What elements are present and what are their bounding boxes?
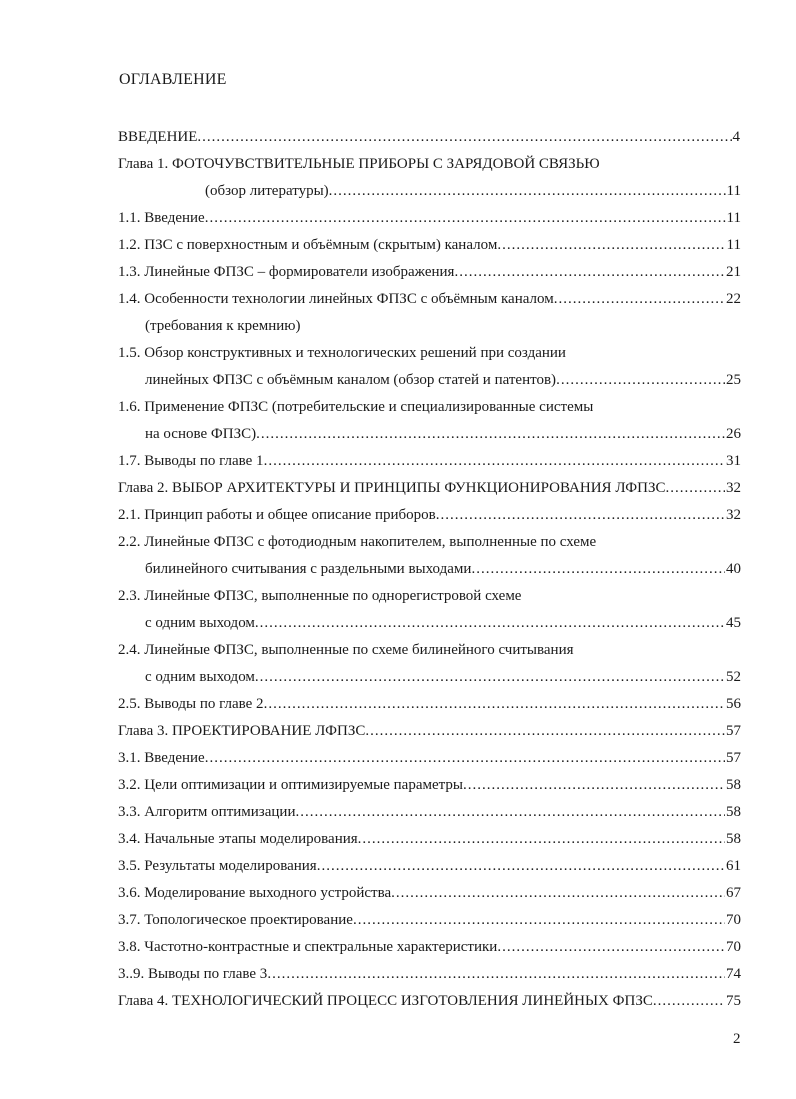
toc-entry-title: 3..9. Выводы по главе 3: [118, 966, 268, 982]
toc-entry-page: 26: [726, 426, 741, 442]
toc-entry-title: 3.4. Начальные этапы моделирования: [118, 831, 358, 847]
toc-entry: [118, 721, 741, 741]
toc-entry-title: с одним выходом: [145, 615, 255, 631]
toc-entry: [118, 802, 741, 822]
toc-entry-page: 40: [726, 561, 741, 577]
toc-entry-title: 1.4. Особенности технологии линейных ФПЗС с объёмным каналом: [118, 291, 554, 307]
toc-entry: [118, 640, 574, 660]
toc-entry: [118, 289, 741, 309]
toc-leader-dots: [264, 694, 725, 714]
toc-entry-title: 1.5. Обзор конструктивных и технологических решений при создании: [118, 345, 566, 361]
toc-entry-page: 67: [726, 885, 741, 901]
toc-entry-page: 21: [726, 264, 741, 280]
toc-entry: [118, 397, 593, 417]
toc-leader-dots: [556, 370, 725, 390]
toc-entry-page: 58: [726, 777, 741, 793]
toc-entry: [145, 424, 741, 444]
toc-entry-title: на основе ФПЗС): [145, 426, 257, 442]
toc-leader-dots: [497, 937, 725, 957]
toc-entry-page: 58: [726, 831, 741, 847]
toc-entry: [118, 262, 741, 282]
toc-entry-page: 57: [726, 750, 741, 766]
toc-entry: [205, 181, 741, 201]
toc-entry-page: 31: [726, 453, 741, 469]
toc-entry-page: 32: [726, 480, 741, 496]
toc-entry-page: 4: [732, 129, 740, 145]
toc-entry-page: 56: [726, 696, 741, 712]
toc-leader-dots: [295, 802, 725, 822]
toc-entry-page: 74: [726, 966, 741, 982]
toc-entry: [145, 613, 741, 633]
toc-leader-dots: [353, 910, 725, 930]
toc-entry-title: Глава 2. ВЫБОР АРХИТЕКТУРЫ И ПРИНЦИПЫ ФУНКЦИОНИРОВАНИЯ ЛФПЗС: [118, 480, 666, 496]
toc-entry-page: 11: [726, 183, 741, 199]
toc-leader-dots: [436, 505, 725, 525]
toc-leader-dots: [205, 208, 726, 228]
toc-entry: [118, 343, 566, 363]
toc-entry: [118, 856, 741, 876]
toc-entry-page: 11: [726, 210, 741, 226]
toc-leader-dots: [471, 559, 725, 579]
toc-entry-title: 2.2. Линейные ФПЗС с фотодиодным накопителем, выполненные по схеме: [118, 534, 597, 550]
toc-entry-title: 2.4. Линейные ФПЗС, выполненные по схеме билинейного считывания: [118, 642, 574, 658]
toc-entry-title: 1.1. Введение: [118, 210, 205, 226]
toc-entry: [118, 829, 741, 849]
toc-entry-title: Глава 1. ФОТОЧУВСТВИТЕЛЬНЫЕ ПРИБОРЫ С ЗАРЯДОВОЙ СВЯЗЬЮ: [118, 156, 600, 172]
toc-entry-title: 3.1. Введение: [118, 750, 205, 766]
toc-leader-dots: [255, 667, 725, 687]
toc-leader-dots: [653, 991, 725, 1011]
toc-entry: [118, 532, 596, 552]
toc-entry: [118, 748, 741, 768]
toc-entry-title: 1.6. Применение ФПЗС (потребительские и специализированные системы: [118, 399, 594, 415]
toc-leader-dots: [255, 613, 725, 633]
toc-leader-dots: [264, 451, 725, 471]
toc-leader-dots: [454, 262, 725, 282]
toc-entry: [118, 154, 600, 174]
page-title: ОГЛАВЛЕНИЕ: [119, 71, 227, 88]
toc-entry: [118, 910, 741, 930]
toc-leader-dots: [197, 127, 731, 147]
toc-entry: [118, 127, 740, 147]
toc-entry-page: 32: [726, 507, 741, 523]
toc-leader-dots: [205, 748, 725, 768]
toc-entry-title: 3.8. Частотно-контрастные и спектральные характеристики: [118, 939, 498, 955]
toc-entry-title: 2.1. Принцип работы и общее описание приборов: [118, 507, 436, 523]
toc-entry-title: 3.6. Моделирование выходного устройства: [118, 885, 392, 901]
toc-entry-title: (требования к кремнию): [145, 318, 301, 334]
toc-entry-title: 1.3. Линейные ФПЗС – формирователи изображения: [118, 264, 455, 280]
toc-leader-dots: [358, 829, 725, 849]
toc-entry-page: 22: [726, 291, 741, 307]
toc-leader-dots: [329, 181, 726, 201]
toc-entry: [118, 505, 741, 525]
toc-leader-dots: [365, 721, 725, 741]
toc-leader-dots: [317, 856, 725, 876]
toc-entry-title: 1.7. Выводы по главе 1: [118, 453, 264, 469]
toc-entry: [118, 937, 741, 957]
toc-entry-title: 3.5. Результаты моделирования: [118, 858, 317, 874]
toc-entry-title: 2.3. Линейные ФПЗС, выполненные по однорегистровой схеме: [118, 588, 522, 604]
toc-entry-page: 70: [726, 912, 741, 928]
page-number: 2: [733, 1031, 741, 1047]
toc-entry-page: 57: [726, 723, 741, 739]
toc-entry-page: 52: [726, 669, 741, 685]
toc-entry-page: 25: [726, 372, 741, 388]
toc-entry-title: линейных ФПЗС с объёмным каналом (обзор статей и патентов): [145, 372, 557, 388]
toc-entry: [118, 586, 521, 606]
toc-entry-title: Глава 4. ТЕХНОЛОГИЧЕСКИЙ ПРОЦЕСС ИЗГОТОВЛЕНИЯ ЛИНЕЙНЫХ ФПЗС: [118, 993, 653, 1009]
toc-entry-page: 58: [726, 804, 741, 820]
toc-entry-title: 2.5. Выводы по главе 2: [118, 696, 264, 712]
toc-leader-dots: [267, 964, 725, 984]
toc-entry-title: Глава 3. ПРОЕКТИРОВАНИЕ ЛФПЗС: [118, 723, 366, 739]
toc-entry-page: 45: [726, 615, 741, 631]
toc-entry: [118, 208, 741, 228]
toc-leader-dots: [256, 424, 725, 444]
toc-entry-title: 3.3. Алгоритм оптимизации: [118, 804, 296, 820]
toc-entry-page: 11: [726, 237, 741, 253]
toc-entry-page: 61: [726, 858, 741, 874]
toc-entry: [118, 775, 741, 795]
toc-entry-title: 1.2. ПЗС с поверхностным и объёмным (скрытым) каналом: [118, 237, 498, 253]
toc-leader-dots: [554, 289, 725, 309]
toc-leader-dots: [497, 235, 725, 255]
toc-entry-title: ВВЕДЕНИЕ: [118, 129, 198, 145]
toc-entry: [118, 991, 741, 1011]
toc-entry: [118, 964, 741, 984]
toc-entry: [118, 694, 741, 714]
toc-entry: [118, 883, 741, 903]
toc-entry: [145, 316, 301, 336]
toc-leader-dots: [391, 883, 725, 903]
toc-entry: [118, 451, 741, 471]
toc-entry-title: (обзор литературы): [205, 183, 329, 199]
toc-entry: [118, 478, 741, 498]
toc-entry-title: билинейного считывания с раздельными выходами: [145, 561, 472, 577]
toc-entry-title: с одним выходом: [145, 669, 255, 685]
toc-entry: [118, 235, 741, 255]
toc-entry: [145, 667, 741, 687]
toc-entry-page: 75: [726, 993, 741, 1009]
toc-entry: [145, 370, 741, 390]
toc-entry-page: 70: [726, 939, 741, 955]
toc-entry-title: 3.2. Цели оптимизации и оптимизируемые параметры: [118, 777, 463, 793]
toc-entry: [145, 559, 741, 579]
toc-leader-dots: [666, 478, 726, 498]
toc-entry-title: 3.7. Топологическое проектирование: [118, 912, 353, 928]
toc-leader-dots: [463, 775, 725, 795]
